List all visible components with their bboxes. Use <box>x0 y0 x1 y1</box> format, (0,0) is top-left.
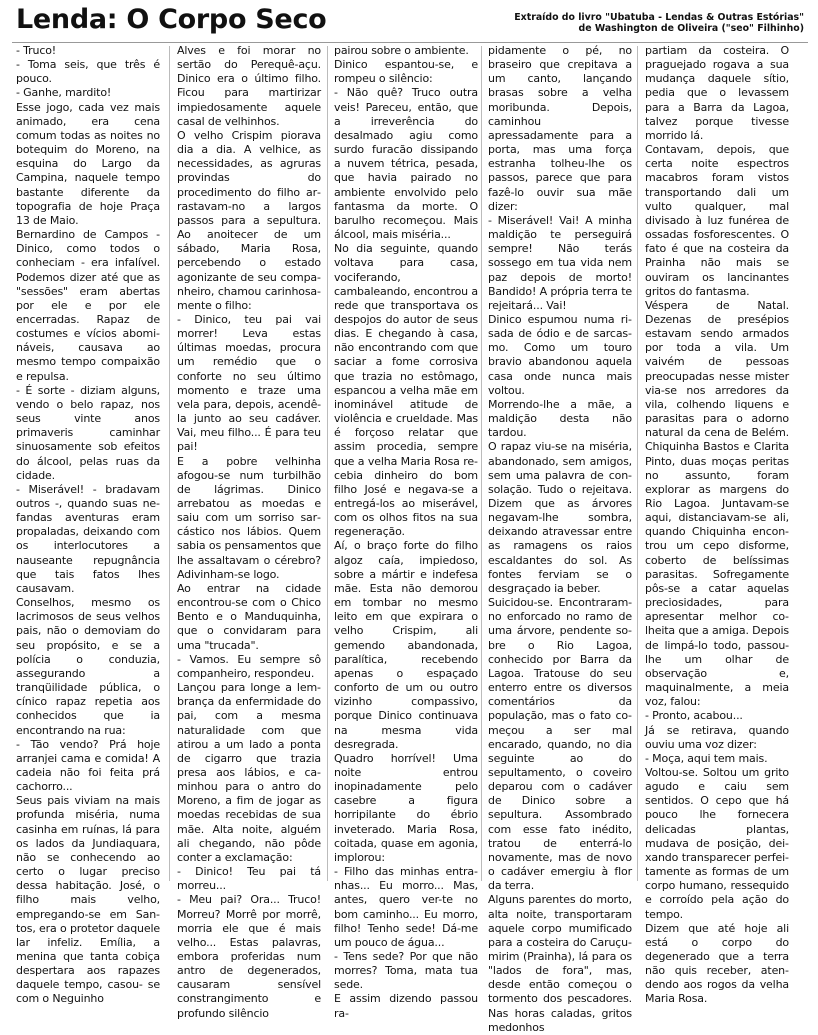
paragraph: - Dinico, teu pai vai morrer! Leva estas últimas moedas, procura um remédio que o conforte no seu último momento e traze uma vela para, depois, acendê-la junto ao seu cadáver. Vai, meu filho... É para teu pai! <box>177 312 321 454</box>
paragraph: Véspera de Natal. Dezenas de presépios estavam sendo armados por toda a vila. Um vaivém de pessoas preocupadas nesse mister via-se nos arredores da vila, colhendo liquens e parasitas para o adorno natural da cena de Belém. Chiquinha Bastos e Clarita Pinto, duas moças peritas no assunto, foram explorar as margens do Rio Lagoa. Juntavam-se aqui, distanciavam-se ali, quando Chiquinha encontrou um cepo disforme, coberto de belíssimas parasitas. Sofregamente pôs-se a catar aquelas preciosidades, para apresentar melhor colheita que a amiga. Depois de limpá-lo todo, passou-lhe um olhar de observação e, maquinalmente, a meia voz, falou: <box>645 298 789 709</box>
header-divider <box>12 42 808 43</box>
paragraph: Ao entrar na cidade encontrou-se com o Chico Bento e o Manduquinha, que o convidaram para uma "trucada". <box>177 581 321 652</box>
article-header <box>0 0 818 42</box>
paragraph: Suicidou-se. Encontraram-no enforcado no ramo de uma árvore, pendente sobre o Rio Lagoa, conhecido por Barra da Lagoa. Tratouse do seu enterro entre os diversos comentários da população, mas o fato começou a ser mal encarado, quando, no dia seguinte ao do sepultamento, o coveiro deparou com o cadáver de Dinico sobre a sepultura. Assombrado com esse fato inédito, tratou de enterrá-lo novamente, mas de novo o cadáver emergiu à flor da terra. <box>488 596 632 893</box>
paragraph: - Pronto, acabou... <box>645 709 743 723</box>
paragraph: - Moça, aqui tem mais. <box>645 751 768 765</box>
article-title: Lenda: O Corpo Seco <box>16 4 327 35</box>
paragraph: Quadro horrível! Uma noite entrou inopinadamente pelo casebre a figura horripilante do ébrio inveterado. Maria Rosa, coitada, quase em agonia, implorou: <box>334 751 478 864</box>
paragraph: O rapaz viu-se na miséria, abandonado, sem amigos, sem uma palavra de consolação. Tudo o rejeitava. Dizem que as árvores negavam-lhe sombra, deixando atravessar entre as ramagens os raios escaldantes do sol. As fontes ferviam se o desgraçado ia beber. <box>488 440 632 595</box>
paragraph: E assim dizendo passou ra- <box>334 992 478 1020</box>
paragraph: Dinico espantou-se, e rompeu o silêncio: <box>334 58 478 86</box>
paragraph: - Filho das minhas entranhas... Eu morro... Mas, antes, quero ver-te no bom caminho... Eu morro, filho! Tenho sede! Dá-me um pouco de água... <box>334 865 478 949</box>
paragraph: - Tens sede? Por que não morres? Toma, mata tua sede. <box>334 950 478 992</box>
paragraph: Dinico espumou numa risada de ódio e de sarcasmo. Como um touro bravio abandonou aquela casa onde nunca mais voltou. <box>488 312 632 397</box>
paragraph: partiam da costeira. O praguejado rogava a sua mudança daquele sítio, pedia que o levassem para a Barra da Lagoa, talvez porque tivesse morrido lá. <box>645 44 789 142</box>
paragraph: E a pobre velhinha afogou-se num turbilhão de lágrimas. Dinico arrebatou as moedas e saiu com um sorriso sarcástico nos lábios. Quem sabia os pensamentos que lhe assaltavam o cérebro? Adivinham-se logo. <box>177 454 321 581</box>
paragraph: Voltou-se. Soltou um grito agudo e caiu sem sentidos. O cepo que há pouco lhe fornecera delicadas plantas, mudava de posição, deixando transparecer perfeitamente as formas de um corpo humano, ressequido e corroído pela ação do tempo. <box>645 765 789 921</box>
paragraph: pidamente o pé, no braseiro que crepitava a um canto, lançando brasas sobre a velha moribunda. Depois, caminhou apressadamente para a porta, mas uma força estranha tolheu-lhe os passos, parece que para fazê-lo ouvir sua mãe dizer: <box>488 44 632 213</box>
paragraph: No dia seguinte, quando voltava para casa, vociferando, cambaleando, encontrou a rede que transportava os despojos do autor de seus dias. E chegando à casa, não encontrando com que saciar a fome corrosiva que trazia no estômago, espancou a velha mãe em inominável atitude de violência e crueldade. Mas é forçoso relatar que assim procedia, sempre que a velha Maria Rosa recebia dinheiro do bom filho José e negava-se a entregá-los ao miserável, com os olhos fitos na sua regeneração. <box>334 242 478 539</box>
text-column-3 <box>334 44 478 1020</box>
paragraph: - É sorte - diziam alguns, vendo o belo rapaz, nos seus vinte anos primaveris caminhar sinuosamente sob efeitos do álcool, pelas ruas da cidade. <box>16 383 160 482</box>
paragraph: - Miserável! - bradavam outros -, quando suas nefandas aventuras eram propaladas, deixando com os interlocutores a nauseante repugnância que tais fatos lhes causavam. <box>16 482 160 595</box>
article-body <box>16 44 808 1034</box>
source-line-book: Extraído do livro "Ubatuba - Lendas & Outras Estórias" <box>514 12 804 23</box>
paragraph: - Não quê? Truco outra veis! Pareceu, então, que a irreverência do desalmado agiu como surdo furacão dissipando a nuvem tétrica, pesada, que havia pairado no ambiente envolvido pelo fantasma da morte. O barulho recomeçou. Mais álcool, mais miséria... <box>334 86 478 242</box>
paragraph: - Dinico! Teu pai tá morreu... <box>177 865 321 893</box>
paragraph: Já se retirava, quando ouviu uma voz dizer: <box>645 723 789 751</box>
paragraph: - Truco! <box>16 44 57 57</box>
paragraph: Esse jogo, cada vez mais animado, era cena comum todas as noites no botequim do Moreno, na esquina do Largo da Campina, naquele tempo bastante diferente da topografia de hoje Praça 13 de Maio. <box>16 100 160 227</box>
paragraph: Lançou para longe a lembrança da enfermidade do pai, com a mesma naturalidade com que atirou a um lado a ponta de cigarro que trazia presa aos lábios, e caminhou para o antro do Moreno, a fim de jogar as moedas recebidas de sua mãe. Alta noite, alguém ali chegando, não pôde conter a exclamação: <box>177 681 321 864</box>
paragraph: Bernardino de Campos - Dinico, como todos o conheciam - era infalível. Podemos dizer até que as "sessões" eram abertas por ele e por ele encerradas. Rapaz de costumes e vícios abomináveis, causava ao mesmo tempo compaixão e repulsa. <box>16 228 160 383</box>
text-column-2 <box>177 44 321 1020</box>
paragraph: Conselhos, mesmo os lacrimosos de seus velhos pais, não o demoviam do seu propósito, e se a polícia o conduzia, assegurando a tranqüilidade pública, o cínico rapaz repetia aos conhecidos que ia encontrando na rua: <box>16 596 160 737</box>
paragraph: pairou sobre o ambiente. <box>334 44 469 57</box>
paragraph: - Meu pai? Ora... Truco! Morreu? Morrê por morrê, morria ele que é mais velho... Estas palavras, embora proferidas num antro de degenerados, causaram sensível constrangimento e profundo silêncio <box>177 893 321 1020</box>
paragraph: O velho Crispim piorava dia a dia. A velhice, as necessidades, as agruras provindas do procedimento do filho arrastavam-no a largos passos para a sepultura. Ao anoitecer de um sábado, Maria Rosa, percebendo o estado agonizante de seu companheiro, chamou carinhosamente o filho: <box>177 128 321 312</box>
text-column-5 <box>645 44 789 1006</box>
paragraph: Aí, o braço forte do filho algoz caía, impiedoso, sobre a mártir e indefesa mãe. Esta não demorou em tombar no mesmo leito em que expirara o velho Crispim, ali gemendo abandonada, paralítica, recebendo apenas o espaçado conforto de um ou outro vizinho compassivo, porque Dinico continuava na mesma vida desregrada. <box>334 539 478 751</box>
paragraph: - Tão vendo? Prá hoje arranjei cama e comida! A cadeia não foi feita prá cachorro... <box>16 737 160 794</box>
paragraph: - Vamos. Eu sempre sô companheiro, respondeu. <box>177 652 321 680</box>
source-line-author: de Washington de Oliveira ("seo" Filhinho) <box>578 23 804 34</box>
paragraph: Alguns parentes do morto, alta noite, transportaram aquele corpo mumificado para a costeira do Caruçumirim (Prainha), lá para os "lados de fora", mas, desde então começou o tormento dos pescadores. Nas horas caladas, gritos medonhos <box>488 893 632 1034</box>
text-column-4 <box>488 44 632 1034</box>
paragraph: - Miserável! Vai! A minha maldição te perseguirá sempre! Não terás sossego em tua vida nem paz depois de morto! Bandido! A própria terra te rejeitará... Vai! <box>488 213 632 312</box>
text-column-1 <box>16 44 160 1006</box>
paragraph: Contavam, depois, que certa noite espectros macabros foram vistos transportando dali um vulto qualquer, mal divisado à luz funérea de ossadas fosforescentes. O fato é que na costeira da Prainha não mais se ouviram os lancinantes gritos do fantasma. <box>645 143 789 298</box>
paragraph: Alves e foi morar no sertão do Perequê-açu. Dinico era o último filho. Ficou para martirizar impiedosamente aquele casal de velhinhos. <box>177 44 321 128</box>
paragraph: Dizem que até hoje ali está o corpo do degenerado que a terra não quis receber, atendendo aos rogos da velha Maria Rosa. <box>645 921 789 1006</box>
paragraph: Seus pais viviam na mais profunda miséria, numa casinha em ruínas, lá para os lados da Jundiaquara, não se conhecendo ao certo o lugar preciso dessa habitação. José, o filho mais velho, empregando-se em Santos, era o protetor daquele lar infeliz. Emília, a menina que tanta cobiça despertara aos rapazes daquele tempo, casou- se com o Neguinho <box>16 794 160 1006</box>
source-credit <box>514 12 804 34</box>
paragraph: - Toma seis, que três é pouco. <box>16 58 160 86</box>
paragraph: - Ganhe, mardito! <box>16 86 112 100</box>
paragraph: Morrendo-lhe a mãe, a maldição desta não tardou. <box>488 397 632 440</box>
